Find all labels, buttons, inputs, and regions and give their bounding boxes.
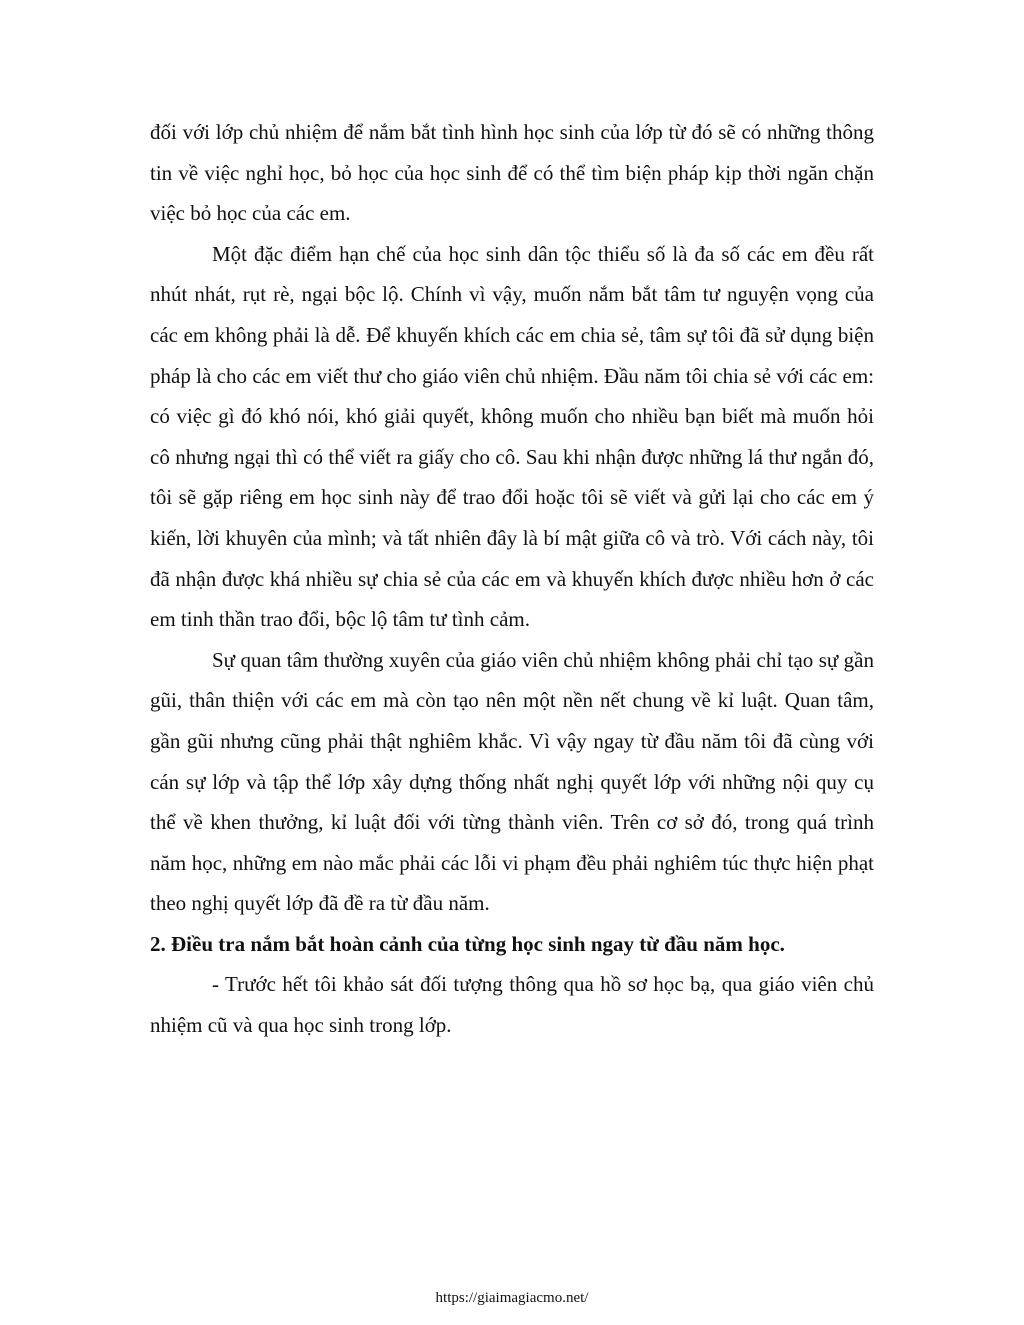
section-heading: 2. Điều tra nắm bắt hoàn cảnh của từng học sinh ngay từ đầu năm học. [150,931,785,956]
paragraph-1: đối với lớp chủ nhiệm để nắm bắt tình hình học sinh của lớp từ đó sẽ có những thông tin về việc nghỉ học, bỏ học của học sinh để có thể tìm biện pháp kịp thời ngăn chặn việc bỏ học của các em. [150,120,874,226]
paragraph-2: Một đặc điểm hạn chế của học sinh dân tộc thiểu số là đa số các em đều rất nhút nhát, rụt rè, ngại bộc lộ. Chính vì vậy, muốn nắm bắt tâm tư nguyện vọng của các em không phải là dễ. Để khuyến khích các em chia sẻ, tâm sự tôi đã sử dụng biện pháp là cho các em viết thư cho giáo viên chủ nhiệm. Đầu năm tôi chia sẻ với các em: có việc gì đó khó nói, khó giải quyết, không muốn cho nhiều bạn biết mà muốn hỏi cô nhưng ngại thì có thể viết ra giấy cho cô. Sau khi nhận được những lá thư ngắn đó, tôi sẽ gặp riêng em học sinh này để trao đổi hoặc tôi sẽ viết và gửi lại cho các em ý kiến, lời khuyên của mình; và tất nhiên đây là bí mật giữa cô và trò. Với cách này, tôi đã nhận được khá nhiều sự chia sẻ của các em và khuyến khích được nhiều hơn ở các em tinh thần trao đổi, bộc lộ tâm tư tình cảm. [150,241,874,632]
paragraph-3: Sự quan tâm thường xuyên của giáo viên chủ nhiệm không phải chỉ tạo sự gần gũi, thân thiện với các em mà còn tạo nên một nền nết chung về kỉ luật. Quan tâm, gần gũi nhưng cũng phải thật nghiêm khắc. Vì vậy ngay từ đầu năm tôi đã cùng với cán sự lớp và tập thể lớp xây dựng thống nhất nghị quyết lớp với những nội quy cụ thể về khen thưởng, kỉ luật đối với từng thành viên. Trên cơ sở đó, trong quá trình năm học, những em nào mắc phải các lỗi vi phạm đều phải nghiêm túc thực hiện phạt theo nghị quyết lớp đã đề ra từ đầu năm. [150,647,874,916]
footer-url[interactable]: https://giaimagiacmo.net/ [435,1290,589,1306]
paragraph-4: - Trước hết tôi khảo sát đối tượng thông qua hồ sơ học bạ, qua giáo viên chủ nhiệm cũ và qua học sinh trong lớp. [150,972,874,1038]
document-body [150,112,874,1046]
